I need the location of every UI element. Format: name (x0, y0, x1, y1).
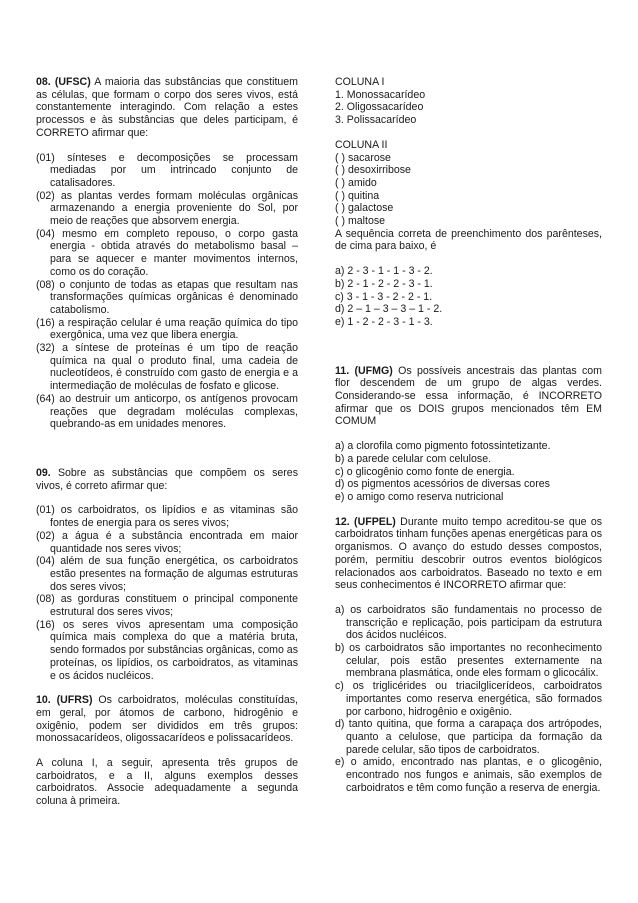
option-a: a) a clorofila como pigmento fotossintetizante. (335, 440, 551, 453)
list-item: (16) a respiração celular é uma reação química do tipo exergônica, uma vez que libera energia. (36, 316, 298, 342)
option-e: e) 1 - 2 - 2 - 3 - 1 - 3. (335, 315, 433, 328)
list-item: ( ) galactose (335, 202, 394, 215)
list-item: (08) o conjunto de todas as etapas que resultam nas transformações químicas orgânicas é denominado catabolismo. (36, 278, 298, 316)
column-2 (335, 139, 602, 228)
question-11-options (335, 440, 602, 504)
question-08-text: A maioria das substâncias que constituem as células, que formam o corpo dos seres vivos, está constantemente interagindo. Com relação a estes processos e às substâncias que deles participam, é CORRETO afirmar que: (36, 76, 298, 139)
list-item: (32) a síntese de proteínas é um tipo de reação química na qual o produto final, uma cadeia de nucleotídeos, é construído com gasto de energia e a intermediação de moléculas de fosfato e glicose. (36, 342, 298, 393)
question-09-text: Sobre as substâncias que compõem os seres vivos, é correto afirmar que: (36, 466, 298, 492)
option-d: d) tanto quitina, que forma a carapaça dos artrópodes, quanto a celulose, que participa da formação da parede celular, são tipos de carboidratos. (335, 718, 602, 756)
list-item: (04) mesmo em completo repouso, o corpo gasta energia - obtida através do metabolismo basal – para se aquecer e manter movimentos internos, como os do coração. (36, 227, 298, 278)
list-item: (64) ao destruir um anticorpo, os antígenos provocam reações que degradam moléculas complexas, quebrando-as em unidades menores. (36, 392, 298, 431)
option-a: a) 2 - 3 - 1 - 1 - 3 - 2. (335, 265, 433, 278)
list-item: 1. Monossacarídeo (335, 88, 426, 101)
list-item: ( ) amido (335, 176, 377, 189)
list-item: (01) os carboidratos, os lipídios e as vitaminas são fontes de energia para os seres vivos; (36, 504, 298, 530)
list-item: (02) as plantas verdes formam moléculas orgânicas armazenando a energia proveniente do Sol, por meio de reações que absorvem energia. (36, 189, 298, 228)
question-10-prompt: A sequência correta de preenchimento dos parênteses, de cima para baixo, é (335, 227, 602, 253)
list-item: ( ) maltose (335, 215, 386, 228)
question-11-stem (335, 365, 602, 429)
option-e: e) o amido, encontrado nas plantas, e o glicogênio, encontrado nos fungos e animais, são exemplos de carboidratos e têm como função a reserva de energia. (335, 756, 602, 794)
question-11-number: 11. (UFMG) (335, 364, 393, 377)
option-c: c) 3 - 1 - 3 - 2 - 2 - 1. (335, 290, 433, 303)
list-item: ( ) sacarose (335, 151, 391, 164)
list-item: 3. Polissacarídeo (335, 114, 417, 127)
question-10-text: Os carboidratos, moléculas constituídas, em geral, por átomos de carbono, hidrogênio e oxigênio, podem ser divididos em três grupos: monossacarídeos, oligossacarídeos e polissacarídeos. (36, 694, 298, 745)
question-12-options (335, 604, 602, 795)
question-08-stem (36, 76, 298, 140)
question-10-stem (36, 694, 298, 745)
question-12-stem (335, 516, 602, 592)
column-2-title: COLUNA II (335, 138, 388, 151)
list-item: (08) as gorduras constituem o principal componente estrutural dos seres vivos; (36, 593, 298, 619)
list-item: (16) os seres vivos apresentam uma composição química mais complexa do que a matéria bruta, sendo formados por substâncias orgânicas, como as proteínas, os lipídios, os carboidratos, as vitaminas e os ácidos nucléicos. (36, 618, 298, 682)
question-09-number: 09. (36, 466, 51, 479)
column-1 (335, 76, 602, 127)
question-10-options (335, 265, 602, 329)
question-12-text: Durante muito tempo acreditou-se que os carboidratos tinham funções apenas energéticas para os organismos. O avanço do estudo desses compostos, porém, permitiu descobrir outros eventos biológicos relacionados aos carboidratos. Baseado no texto e em seus conhecimentos é INCORRETO afirmar que: (335, 515, 603, 592)
option-b: b) 2 - 1 - 2 - 2 - 3 - 1. (335, 277, 433, 290)
list-item: ( ) quitina (335, 189, 380, 202)
list-item: ( ) desoxirribose (335, 164, 411, 177)
question-11-text: Os possíveis ancestrais das plantas com flor descendem de um grupo de algas verdes. Considerando-se essa informação, é INCORRETO afirmar que os DOIS grupos mencionados têm EM COMUM (335, 364, 602, 428)
left-column (36, 76, 298, 808)
question-08-items (36, 152, 298, 431)
option-d: d) 2 – 1 – 3 – 3 – 1 - 2. (335, 303, 443, 316)
list-item: 2. Oligossacarídeo (335, 101, 424, 114)
option-a: a) os carboidratos são fundamentais no processo de transcrição e replicação, pois participam da estrutura dos ácidos nucléicos. (335, 603, 602, 642)
list-item: (01) sínteses e decomposições se processam mediadas por um intrincado conjunto de catalisadores. (36, 151, 298, 189)
option-d: d) os pigmentos acessórios de diversas cores (335, 478, 550, 491)
question-08-number: 08. (UFSC) (36, 76, 91, 88)
option-c: c) o glicogênio como fonte de energia. (335, 465, 515, 478)
right-column (335, 76, 602, 794)
option-e: e) o amigo como reserva nutricional (335, 490, 504, 503)
question-12-number: 12. (UFPEL) (335, 515, 396, 528)
option-b: b) a parede celular com celulose. (335, 452, 492, 465)
question-10-instruction: A coluna I, a seguir, apresenta três grupos de carboidratos, e a II, alguns exemplos desses carboidratos. Associe adequadamente a segunda coluna à primeira. (36, 757, 298, 808)
question-09-stem (36, 467, 298, 492)
option-b: b) os carboidratos são importantes no reconhecimento celular, pois estão presentes externamente na membrana plasmática, onde eles formam o glicocálix. (335, 642, 602, 680)
column-1-title: COLUNA I (335, 76, 385, 88)
option-c: c) os triglicérides ou triacilglicerídeos, carboidratos importantes como reserva energética, são formados por carbono, hidrogênio e oxigênio. (335, 680, 602, 718)
question-10-number: 10. (UFRS) (36, 694, 93, 707)
question-09-items (36, 504, 298, 682)
list-item: (02) a água é a substância encontrada em maior quantidade nos seres vivos; (36, 529, 298, 555)
list-item: (04) além de sua função energética, os carboidratos estão presentes na formação de algumas estruturas dos seres vivos; (36, 555, 298, 593)
